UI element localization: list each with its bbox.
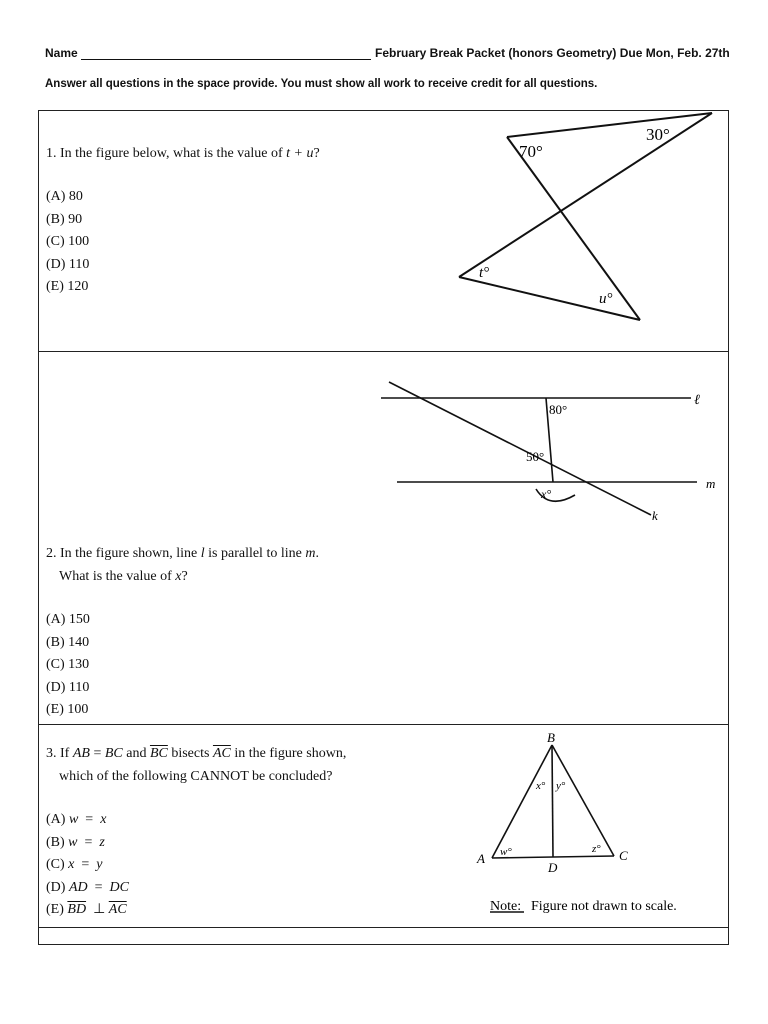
note-label: Note:: [490, 899, 522, 914]
name-label: Name: [45, 46, 78, 60]
choice[interactable]: [46, 877, 129, 900]
bowtie-lines: [459, 113, 712, 320]
choice-right: DC: [109, 879, 129, 895]
choice[interactable]: [46, 809, 129, 832]
choice[interactable]: [46, 854, 129, 877]
choice[interactable]: (D) 110: [46, 679, 90, 695]
q2-var-l: l: [200, 546, 205, 561]
segment-bd: [552, 745, 553, 857]
q3-text: 3. If: [46, 746, 73, 761]
choice-left: AD: [68, 879, 88, 895]
question-3-figure: [444, 725, 724, 925]
q3-text: =: [89, 746, 105, 761]
q1-prompt-end: ?: [313, 146, 320, 161]
choice-right: y: [96, 857, 103, 873]
q3-text: in the figure shown,: [230, 746, 347, 761]
question-1-box: [38, 110, 729, 352]
angle-label-x: x°: [536, 780, 546, 792]
choice[interactable]: (A) 80: [46, 189, 83, 204]
angle-label-w: w°: [500, 846, 512, 858]
choice-letter: (E): [46, 902, 68, 918]
line-label-k: k: [652, 508, 658, 523]
angle-label-50: 50°: [526, 449, 545, 464]
q3-text: and: [122, 746, 150, 761]
choice-right: x: [100, 812, 107, 827]
question-2-prompt: [46, 542, 319, 588]
choice-left: $\overline{BD}$: [67, 902, 87, 918]
q2-text: 2. In the figure shown, line: [46, 546, 201, 561]
q2-prompt-line-2: [46, 565, 319, 588]
line-k: [389, 382, 651, 515]
q2-text: is parallel to line: [204, 546, 306, 561]
angle-label-t: t°: [479, 265, 490, 281]
choice-operator: =: [77, 834, 100, 850]
q3-segment-ac-bar: $\overline{AC}$: [212, 746, 231, 761]
question-3-box: [38, 724, 729, 928]
choice-right: z: [99, 834, 105, 850]
q2-var-m: m: [305, 546, 316, 561]
choice[interactable]: (C) 100: [46, 234, 90, 250]
q1-prompt-variable: t + u: [286, 146, 314, 161]
side-ab: [492, 745, 552, 858]
choice-left: x: [68, 857, 75, 873]
q2-var-x: x: [175, 569, 182, 584]
diagonal-top-right-bottom-left: [459, 113, 712, 277]
q2-text: ?: [181, 569, 188, 584]
question-1-figure: [449, 111, 719, 336]
choice[interactable]: [46, 832, 129, 855]
angle-label-70: 70°: [519, 142, 543, 161]
packet-title: February Break Packet (honors Geometry) Due Mon, Feb. 27th: [375, 46, 730, 60]
name-blank-line: [81, 59, 371, 60]
q3-prompt-line-2: which of the following CANNOT be concluded?: [59, 769, 333, 784]
vertex-label-C: C: [619, 848, 628, 863]
question-2-figure: [379, 377, 719, 527]
q3-segment-bc-bar: $\overline{BC}$: [149, 746, 168, 761]
q2-prompt-line-1: [46, 542, 319, 565]
choice[interactable]: (B) 90: [46, 211, 83, 227]
note-text: Figure not drawn to scale.: [531, 899, 677, 914]
choice-letter: (B): [46, 834, 69, 850]
choice[interactable]: (E) 100: [46, 702, 89, 718]
q3-prompt-line-1: [46, 742, 346, 765]
choice[interactable]: [46, 899, 129, 922]
vertex-label-B: B: [547, 730, 555, 745]
choice-operator: =: [78, 812, 101, 827]
question-3-choices: [46, 809, 129, 922]
choice-letter: (A): [46, 812, 69, 827]
choice[interactable]: (A) 150: [46, 612, 90, 627]
question-1-prompt: [46, 142, 320, 165]
question-1-choices: [46, 186, 89, 299]
q1-prompt-text: 1. In the figure below, what is the value of: [46, 146, 287, 161]
q2-text: What is the value of: [59, 569, 176, 584]
question-3-prompt: [46, 742, 346, 788]
side-bc: [552, 745, 614, 856]
choice[interactable]: (B) 140: [46, 634, 90, 650]
line-label-l: ℓ: [694, 393, 700, 408]
question-2-box: [38, 351, 729, 725]
angle-label-30: 30°: [646, 125, 670, 144]
angle-label-z: z°: [592, 843, 601, 855]
q3-segment-ab: AB: [72, 746, 90, 761]
q2-text: .: [315, 546, 319, 561]
choice[interactable]: (C) 130: [46, 657, 90, 673]
question-2-choices: [46, 609, 90, 722]
q3-segment-bc: BC: [104, 746, 123, 761]
choice-operator: =: [74, 857, 97, 873]
choice-left: w: [68, 812, 79, 827]
choice-right: $\overline{AC}$: [108, 902, 127, 918]
choice-operator: ⊥: [86, 902, 109, 918]
choice-left: w: [68, 834, 78, 850]
choice-letter: (C): [46, 857, 69, 873]
vertex-label-A: A: [477, 851, 485, 866]
angle-label-y: y°: [556, 780, 566, 792]
angle-label-x: x°: [541, 487, 552, 501]
vertex-label-D: D: [548, 860, 558, 875]
angle-label-u: u°: [599, 291, 613, 307]
empty-answer-box: [38, 927, 729, 945]
choice[interactable]: (D) 110: [46, 256, 90, 272]
q3-text: bisects: [167, 746, 213, 761]
header: [45, 46, 728, 64]
instructions: Answer all questions in the space provide. You must show all work to receive credit for all questions.: [45, 78, 598, 90]
choice-letter: (D): [46, 879, 69, 895]
choice[interactable]: (E) 120: [46, 279, 89, 295]
angle-label-80: 80°: [549, 402, 568, 417]
line-label-m: m: [706, 476, 716, 491]
choice-operator: =: [87, 879, 110, 895]
